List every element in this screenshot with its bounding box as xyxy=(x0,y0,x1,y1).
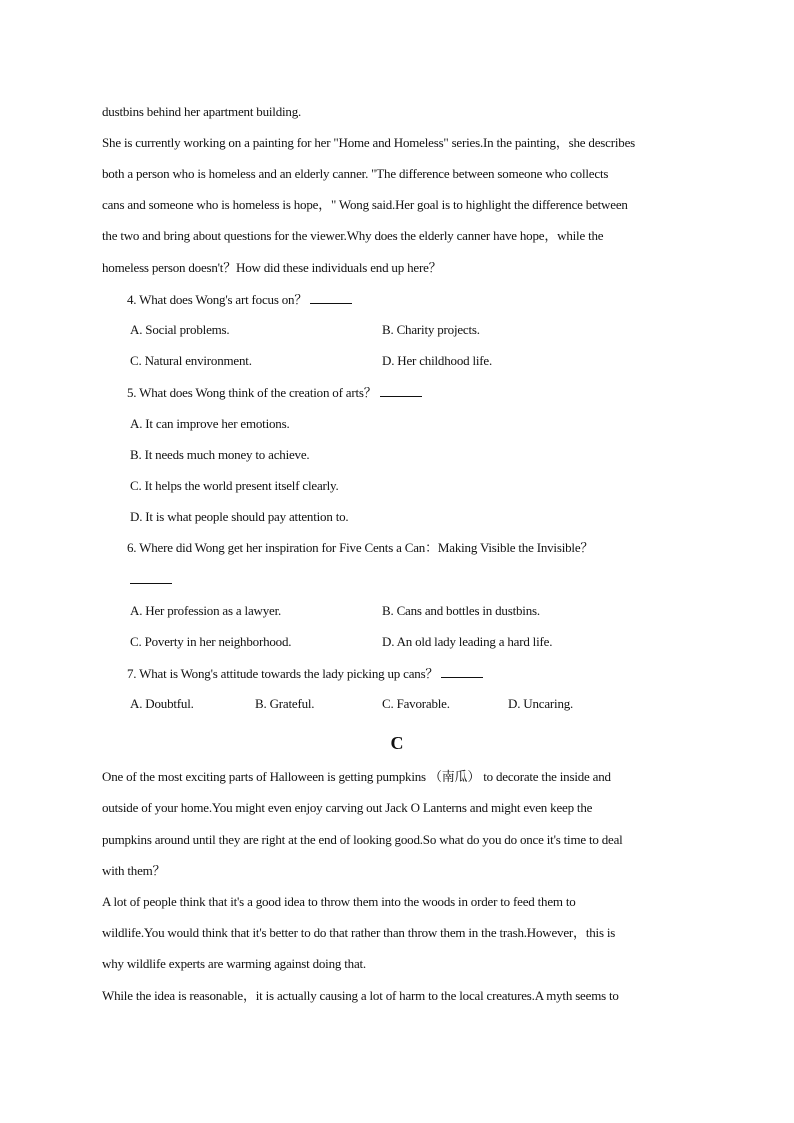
question-6-blank-line xyxy=(130,571,172,588)
passage-c-line: with them？ xyxy=(102,863,166,878)
option-a[interactable]: A. Doubtful. xyxy=(130,696,194,711)
option-b[interactable]: B. Charity projects. xyxy=(382,322,480,337)
answer-blank[interactable] xyxy=(441,665,483,678)
passage-c-line: outside of your home.You might even enjoy carving out Jack O Lanterns and might even keep the xyxy=(102,800,593,815)
question-stem-text: 7. What is Wong's attitude towards the lady picking up cans？ xyxy=(127,666,439,681)
passage-c-line: A lot of people think that it's a good idea to throw them into the woods in order to feed them to xyxy=(102,894,576,909)
passage-b-line: cans and someone who is homeless is hope，" Wong said.Her goal is to highlight the difference between xyxy=(102,197,628,212)
option-c[interactable]: C. Natural environment. xyxy=(130,353,252,368)
answer-blank[interactable] xyxy=(310,291,352,304)
passage-c-line: pumpkins around until they are right at the end of looking good.So what do you do once it's time to deal xyxy=(102,832,623,847)
option-d[interactable]: D. Her childhood life. xyxy=(382,353,493,368)
option-b[interactable]: B. Cans and bottles in dustbins. xyxy=(382,603,540,618)
passage-b-line: both a person who is homeless and an elderly canner. "The difference between someone who collects xyxy=(102,166,609,181)
passage-b-line: the two and bring about questions for the viewer.Why does the elderly canner have hope，while the xyxy=(102,228,604,243)
answer-blank[interactable] xyxy=(130,571,172,584)
option-b[interactable]: B. Grateful. xyxy=(255,696,315,711)
option-d[interactable]: D. Uncaring. xyxy=(508,696,574,711)
option-d[interactable]: D. It is what people should pay attention to. xyxy=(130,509,349,524)
passage-b-line: homeless person doesn't？How did these individuals end up here？ xyxy=(102,260,442,275)
option-c[interactable]: C. Poverty in her neighborhood. xyxy=(130,634,292,649)
question-5-stem xyxy=(127,384,422,401)
section-heading: C xyxy=(390,733,404,753)
passage-c-line: why wildlife experts are warming against doing that. xyxy=(102,956,366,971)
option-b[interactable]: B. It needs much money to achieve. xyxy=(130,447,310,462)
question-4-stem xyxy=(127,291,352,308)
passage-b-line: dustbins behind her apartment building. xyxy=(102,104,302,119)
option-c[interactable]: C. It helps the world present itself clearly. xyxy=(130,478,339,493)
question-7-stem xyxy=(127,665,483,682)
answer-blank[interactable] xyxy=(380,384,422,397)
option-a[interactable]: A. Her profession as a lawyer. xyxy=(130,603,282,618)
question-stem-text: 5. What does Wong think of the creation of arts？ xyxy=(127,385,377,400)
question-stem-text: 4. What does Wong's art focus on？ xyxy=(127,292,308,307)
option-d[interactable]: D. An old lady leading a hard life. xyxy=(382,634,553,649)
passage-b-line: She is currently working on a painting for her "Home and Homeless" series.In the painting，she describes xyxy=(102,135,635,150)
option-a[interactable]: A. Social problems. xyxy=(130,322,230,337)
passage-c-line: wildlife.You would think that it's better to do that rather than throw them in the trash.However，this is xyxy=(102,925,616,940)
question-6-stem: 6. Where did Wong get her inspiration for Five Cents a Can：Making Visible the Invisible？ xyxy=(127,540,594,555)
passage-c-line: While the idea is reasonable，it is actually causing a lot of harm to the local creatures.A myth seems to xyxy=(102,988,619,1003)
option-c[interactable]: C. Favorable. xyxy=(382,696,450,711)
passage-c-line: One of the most exciting parts of Halloween is getting pumpkins （南瓜） to decorate the inside and xyxy=(102,769,611,784)
option-a[interactable]: A. It can improve her emotions. xyxy=(130,416,290,431)
